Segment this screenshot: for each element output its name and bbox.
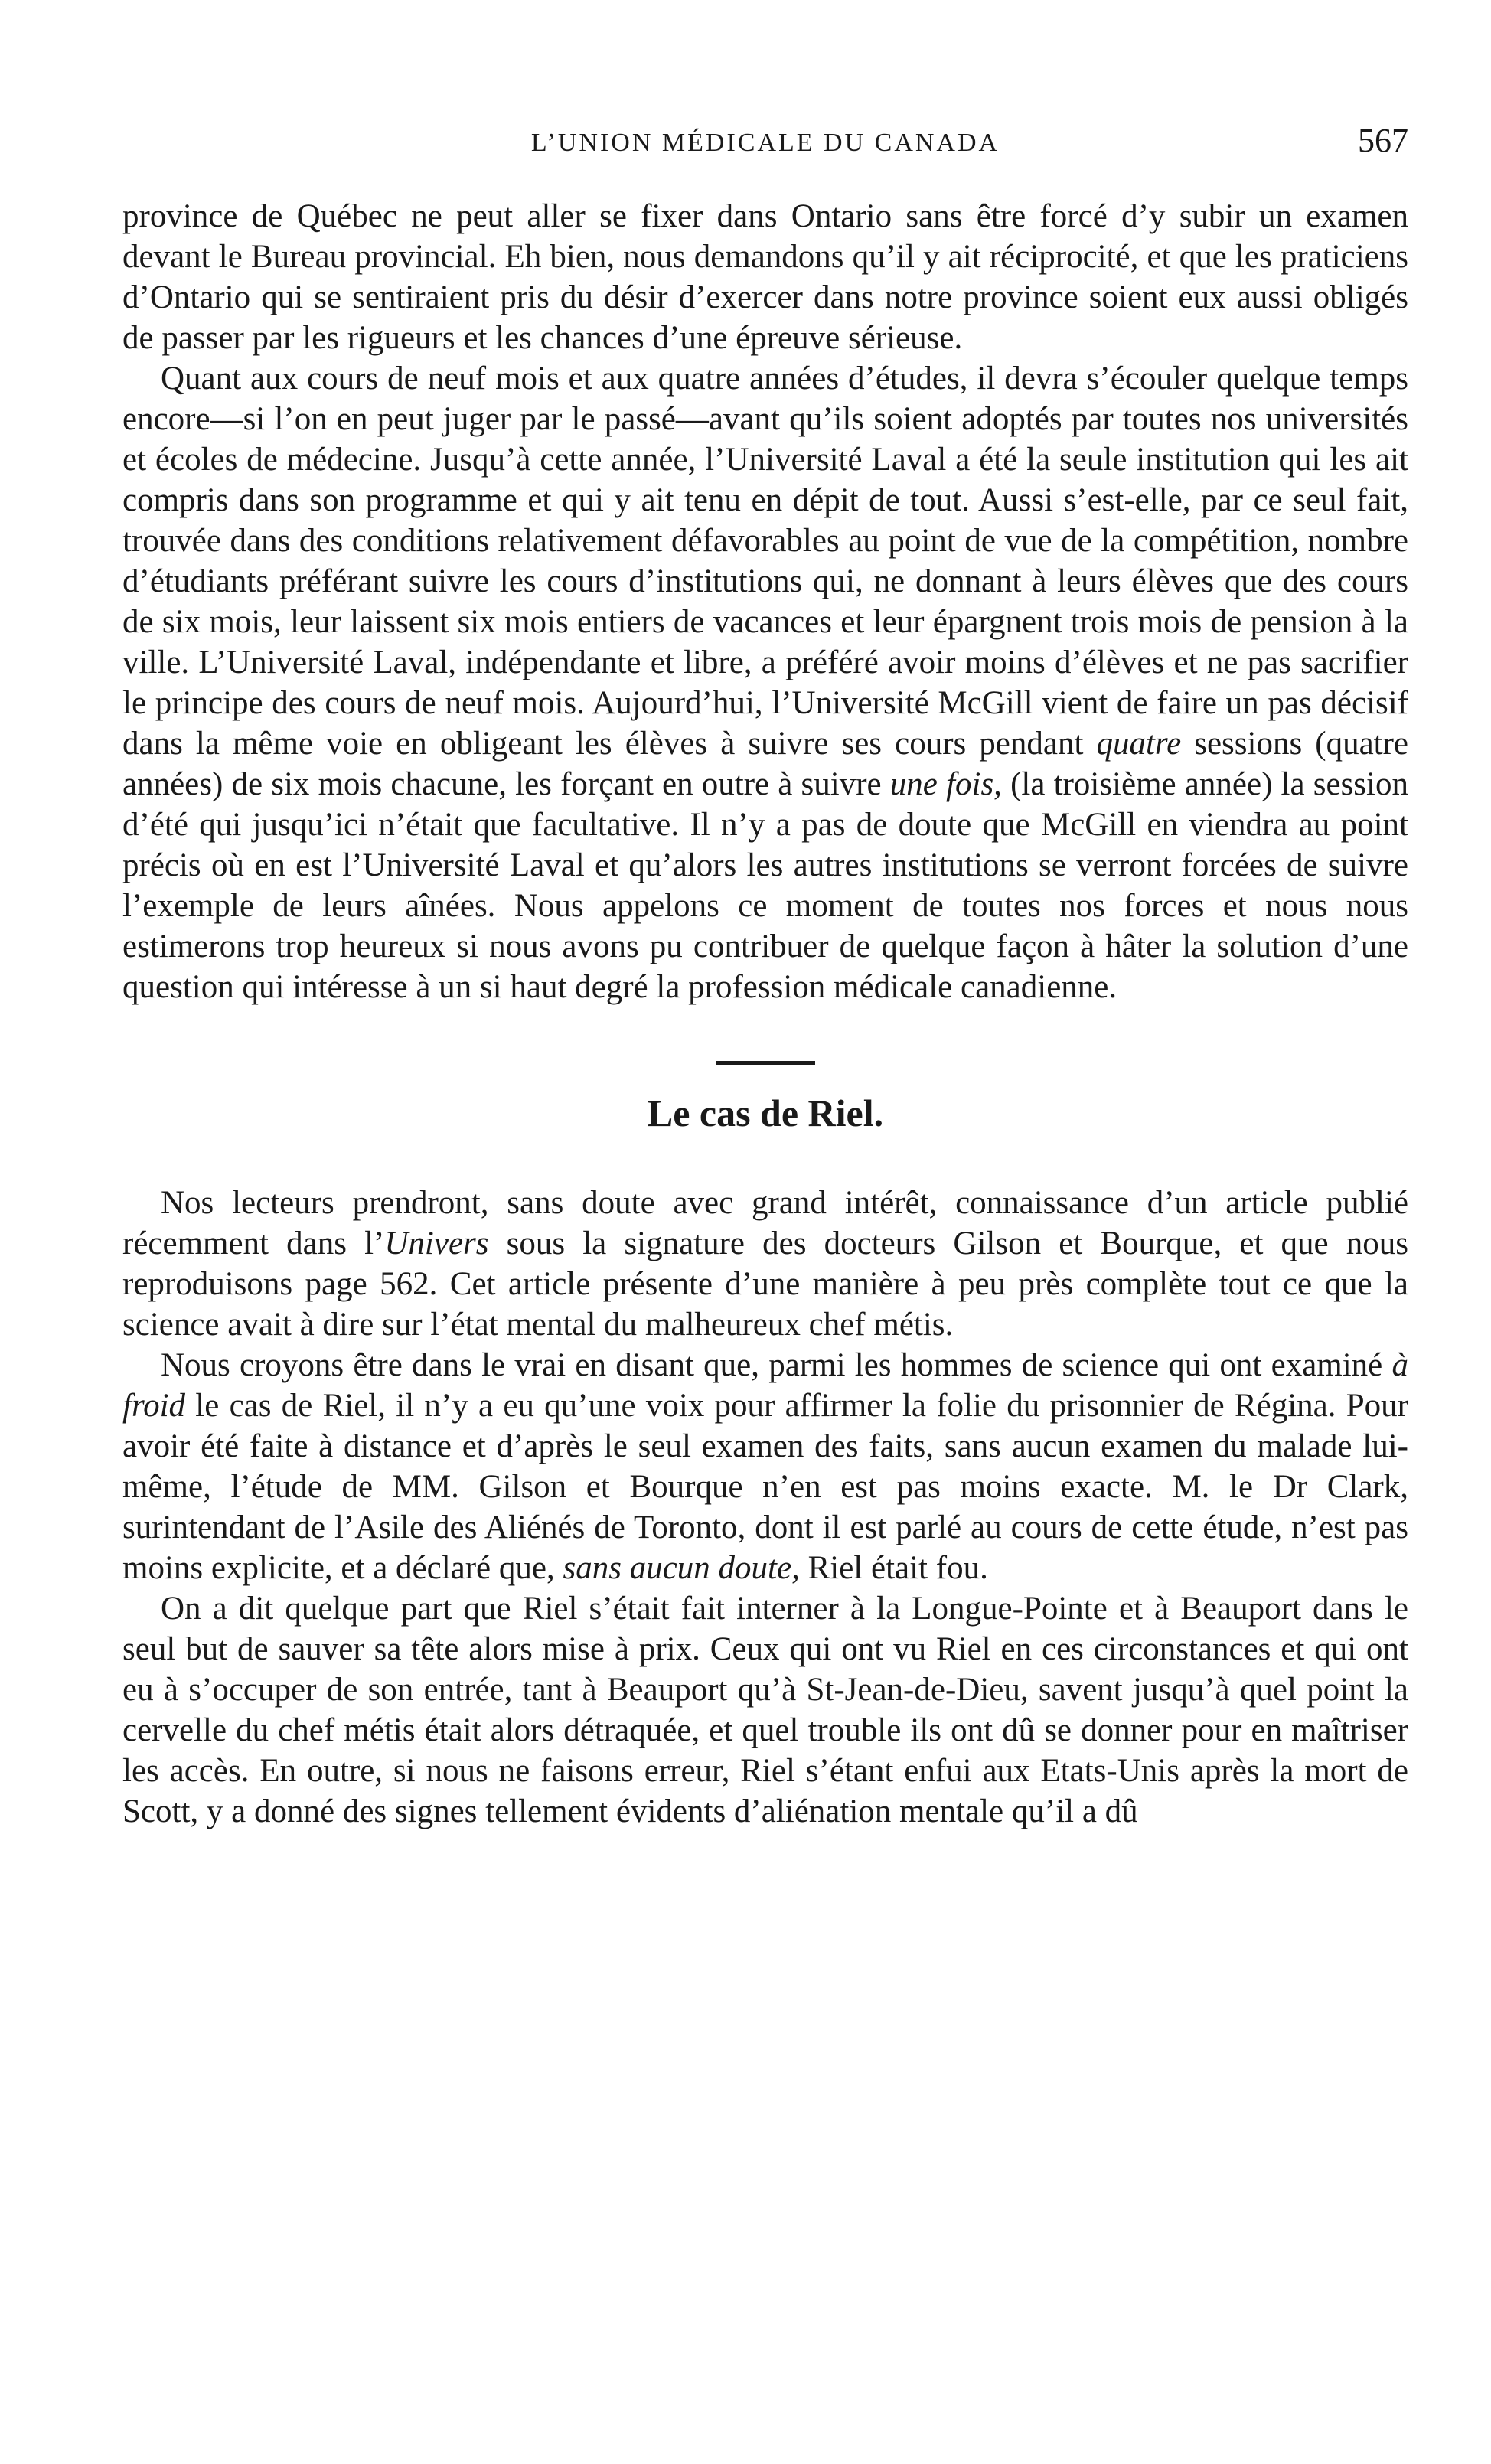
document-page (122, 115, 1408, 1832)
section-title: Le cas de Riel. (647, 1092, 884, 1134)
running-header (122, 115, 1408, 168)
paragraph: Nos lecteurs prendront, sans doute avec grand intérêt, connaissance d’un article publié récemment dans l’Univers sous la signature des docteurs Gilson et Bourque, et que nous reproduisons page 562. Cet article présente d’une manière à peu près complète tout ce que la science avait à dire sur l’état mental du malheureux chef métis. (122, 1185, 1408, 1343)
paragraph: province de Québec ne peut aller se fixer dans Ontario sans être forcé d’y subir un examen devant le Bureau provincial. Eh bien, nous demandons qu’il y ait réciprocité, et que les praticiens d’Ontario qui se sentiraient pris du désir d’exercer dans notre province soient eux aussi obligés de passer par les rigueurs et les chances d’une épreuve sérieuse. (122, 198, 1408, 356)
section-divider (716, 1061, 815, 1065)
emphasis: sans aucun doute, (563, 1550, 800, 1586)
article-body (122, 196, 1408, 1832)
emphasis: une fois, (889, 766, 1002, 802)
page-number: 567 (1358, 122, 1408, 159)
emphasis: Univers (384, 1225, 489, 1261)
emphasis: quatre (1096, 726, 1182, 762)
paragraph: Nous croyons être dans le vrai en disant que, parmi les hommes de science qui ont examiné à froid le cas de Riel, il n’y a eu qu’une voix pour affirmer la folie du prisonnier de Régina. Pour avoir été faite à distance et d’après le seul examen des faits, sans aucun examen du malade lui-même, l’étude de MM. Gilson et Bourque n’en est pas moins exacte. M. le Dr Clark, surintendant de l’Asile des Aliénés de Toronto, dont il est parlé au cours de cette étude, n’est pas moins explicite, et a déclaré que, sans aucun doute, Riel était fou. (122, 1347, 1408, 1586)
running-title: L’UNION MÉDICALE DU CANADA (530, 129, 1000, 157)
paragraph: On a dit quelque part que Riel s’était fait interner à la Longue-Pointe et à Beauport dans le seul but de sauver sa tête alors mise à prix. Ceux qui ont vu Riel en ces circonstances et qui ont eu à s’occuper de son entrée, tant à Beauport qu’à St-Jean-de-Dieu, savent jusqu’à quel point la cervelle du chef métis était alors détraquée, et quel trouble ils ont dû se donner pour en maîtriser les accès. En outre, si nous ne faisons erreur, Riel s’étant enfui aux Etats-Unis après la mort de Scott, y a donné des signes tellement évidents d’aliénation mentale qu’il a dû (122, 1591, 1408, 1829)
paragraph: Quant aux cours de neuf mois et aux quatre années d’études, il devra s’écouler quelque temps encore—si l’on en peut juger par le passé—avant qu’ils soient adoptés par toutes nos universités et écoles de médecine. Jusqu’à cette année, l’Université Laval a été la seule institution qui les ait compris dans son programme et qui y ait tenu en dépit de tout. Aussi s’est-elle, par ce seul fait, trouvée dans des conditions relativement défavorables au point de vue de la compétition, nombre d’étudiants préférant suivre les cours d’institutions qui, ne donnant à leurs élèves que des cours de six mois, leur laissent six mois entiers de vacances et leur épargnent trois mois de pension à la ville. L’Université Laval, indépendante et libre, a préféré avoir moins d’élèves et ne pas sacrifier le principe des cours de neuf mois. Aujourd’hui, l’Université McGill vient de faire un pas décisif dans la même voie en obligeant les élèves à suivre ses cours pendant quatre sessions (quatre années) de six mois chacune, les forçant en outre à suivre une fois, (la troisième année) la session d’été qui jusqu’ici n’était que facultative. Il n’y a pas de doute que McGill en viendra au point précis où en est l’Université Laval et qu’alors les autres institutions se verront forcées de suivre l’exemple de leurs aînées. Nous appelons ce moment de toutes nos forces et nous nous estimerons trop heureux si nous avons pu contribuer de quelque façon à hâter la solution d’une question qui intéresse à un si haut degré la profession médicale canadienne. (122, 361, 1409, 1005)
emphasis: à froid (122, 1347, 1408, 1424)
